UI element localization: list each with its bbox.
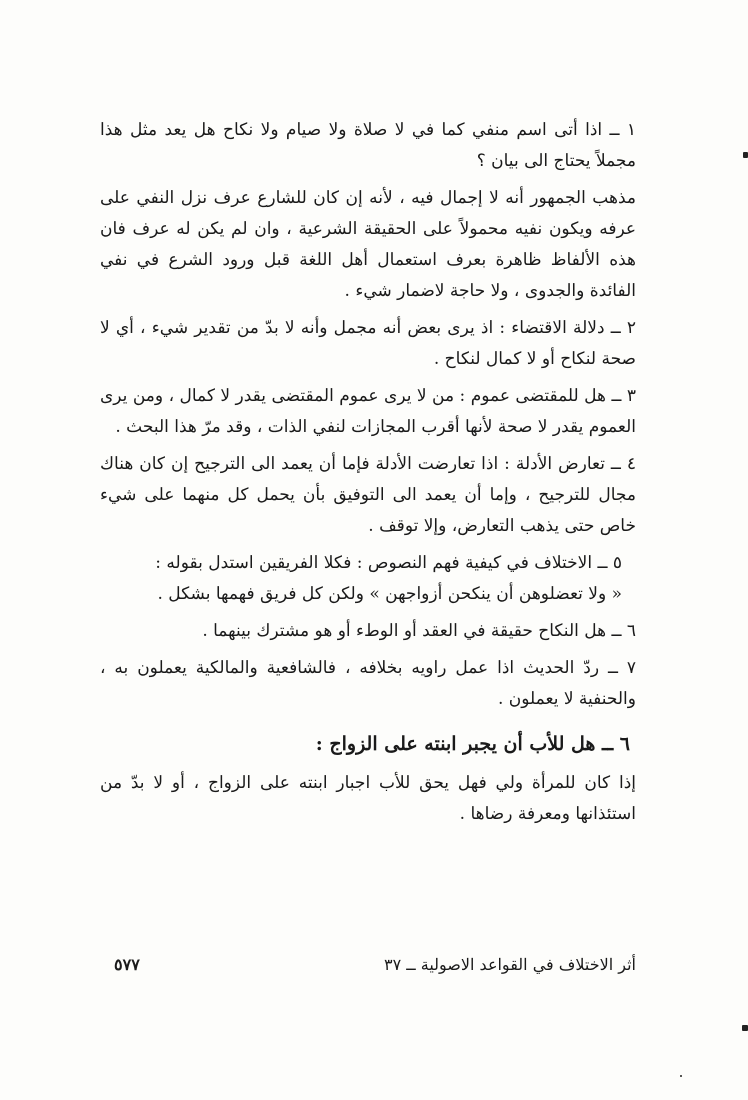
answer-1-text: مذهب الجمهور أنه لا إجمال فيه ، لأنه إن كان للشارع عرف نزل النفي على عرفه ويكون نفيه محمولاً على الحقيقة الشرعية ، وان لم يكن له عرف فان هذه الألفاظ ظاهرة بعرف استعمال أهل اللغة قبل ورود الشرع في نفي الفائدة والجدوى ، ولا حاجة لاضمار شيء . xyxy=(100,188,636,301)
item-3 xyxy=(100,381,636,443)
item-7-text: ٧ ــ ردّ الحديث اذا عمل راويه بخلافه ، فالشافعية والمالكية يعملون به ، والحنفية لا يعملون . xyxy=(100,658,636,709)
item-6-text: ٦ ــ هل النكاح حقيقة في العقد أو الوطء أو هو مشترك بينهما . xyxy=(202,621,636,641)
item-2-text: ٢ ــ دلالة الاقتضاء : اذ يرى بعض أنه مجمل وأنه لا بدّ من تقدير شيء ، أي لا صحة لنكاح أو لا كمال لنكاح . xyxy=(100,318,636,369)
item-3-text: ٣ ــ هل للمقتضى عموم : من لا يرى عموم المقتضى يقدر لا كمال ، ومن يرى العموم يقدر لا صحة لأنها أقرب المجازات لنفي الذات ، وقد مرّ هذا البحث . xyxy=(100,386,636,437)
answer-1 xyxy=(100,183,636,307)
margin-mark xyxy=(742,1025,748,1031)
item-5-text: ٥ ــ الاختلاف في كيفية فهم النصوص : فكلا الفريقين استدل بقوله : xyxy=(155,553,622,573)
margin-mark xyxy=(680,1075,682,1077)
section-body xyxy=(100,768,636,830)
quran-quote: « ولا تعضلوهن أن ينكحن أزواجهن » ولكن كل فريق فهمها بشكل . xyxy=(157,584,622,604)
item-7 xyxy=(100,653,636,715)
page-footer xyxy=(96,955,636,974)
margin-mark xyxy=(743,152,748,158)
document-body xyxy=(100,115,636,836)
section-body-text: إذا كان للمرأة ولي فهل يحق للأب اجبار ابنته على الزواج ، أو لا بدّ من استئذانها ومعرفة رضاها . xyxy=(100,773,636,824)
question-1 xyxy=(100,115,636,177)
item-6 xyxy=(100,616,636,647)
section-heading: ٦ ــ هل للأب أن يجبر ابنته على الزواج : xyxy=(315,733,630,755)
question-1-text: ١ ــ اذا أتى اسم منفي كما في لا صلاة ولا صيام ولا نكاح هل يعد مثل هذا مجملاً يحتاج الى بيان ؟ xyxy=(100,120,636,171)
item-5 xyxy=(100,548,636,610)
item-4-text: ٤ ــ تعارض الأدلة : اذا تعارضت الأدلة فإما أن يعمد الى الترجيح إن كان هناك مجال للترجيح ، وإما أن يعمد الى التوفيق بأن يحمل كل منهما على شيء خاص حتى يذهب التعارض، وإلا توقف . xyxy=(100,454,636,536)
book-title: أثر الاختلاف في القواعد الاصولية ــ ٣٧ xyxy=(384,955,636,974)
page-number: ٥٧٧ xyxy=(114,955,140,974)
item-2 xyxy=(100,313,636,375)
item-4 xyxy=(100,449,636,542)
